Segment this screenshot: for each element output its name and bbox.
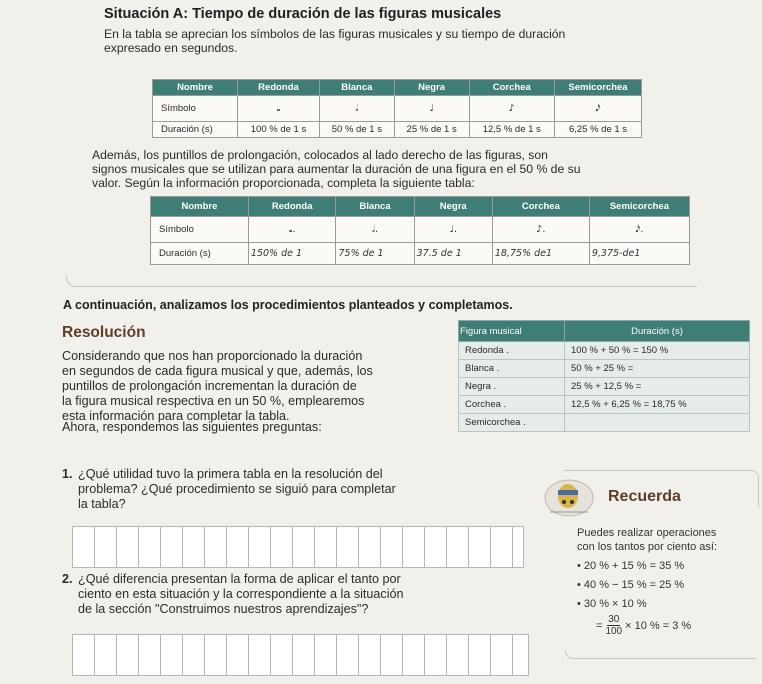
recuerda-item: • 30 % × 10 % — [577, 598, 647, 610]
row-label: Símbolo — [153, 96, 238, 122]
dur-cell: 12,5 % + 6,25 % = 18,75 % — [565, 396, 750, 414]
question-number: 1. — [62, 467, 73, 481]
recuerda-intro: Puedes realizar operaciones — [577, 527, 717, 539]
col-header: Redonda — [248, 197, 336, 217]
resolucion-line: la figura musical respectiva en un 50 %, emplearemos — [62, 394, 365, 408]
resolucion-line: en segundos de cada figura musical y que, además, los — [62, 364, 373, 378]
whole-note-icon: 𝅝 — [238, 96, 320, 122]
row-label: Duración (s) — [151, 243, 249, 265]
handwritten-answer: 9,375-de1 — [589, 243, 689, 265]
col-header: Nombre — [153, 80, 238, 96]
operation-text: 40 % − 15 % = 25 % — [583, 579, 685, 591]
question-line: de la sección "Construimos nuestros aprendizajes"? — [78, 602, 369, 616]
equals-sign: = — [596, 619, 603, 632]
col-header: Negra — [394, 80, 469, 96]
fig-cell: Blanca . — [459, 360, 565, 378]
recuerda-bottom-frame — [565, 650, 756, 659]
handwritten-answer: 37.5 de 1 — [414, 243, 492, 265]
fig-cell: Corchea . — [459, 396, 565, 414]
resolution-table — [458, 320, 750, 432]
dur-cell: 50 % + 25 % = — [565, 360, 750, 378]
operation-text: 30 % × 10 % — [583, 598, 647, 610]
fraction-denominator: 100 — [605, 626, 623, 637]
recuerda-title: Recuerda — [608, 488, 681, 505]
fraction-numerator: 30 — [608, 614, 620, 625]
fig-cell: Negra . — [459, 378, 565, 396]
fraction-expression — [596, 614, 691, 637]
fig-cell: Redonda . — [459, 342, 565, 360]
quarter-note-icon: ♩ — [394, 96, 469, 122]
recuerda-intro: con los tantos por ciento así: — [577, 541, 718, 553]
answer-area-1[interactable] — [72, 526, 524, 568]
handwritten-answer: 75% de 1 — [336, 243, 414, 265]
duration-cell: 12,5 % de 1 s — [469, 122, 555, 138]
ahora-text: Ahora, respondemos las siguientes preguntas: — [62, 420, 322, 434]
col-header: Blanca — [336, 197, 414, 217]
col-header: Nombre — [151, 197, 249, 217]
answer-area-2[interactable] — [72, 634, 529, 676]
col-header: Semicorchea — [555, 80, 642, 96]
col-header: Duración (s) — [565, 321, 750, 342]
col-header: Corchea — [492, 197, 589, 217]
recuerda-frame — [563, 470, 759, 507]
fig-cell: Semicorchea . — [459, 414, 565, 432]
duration-cell: 25 % de 1 s — [394, 122, 469, 138]
resolucion-line: puntillos de prolongación incrementan la duración de — [62, 379, 357, 393]
para2-line-1: Además, los puntillos de prolongación, colocados al lado derecho de las figuras, son — [92, 148, 548, 162]
fraction — [605, 614, 622, 637]
recuerda-item: • 20 % + 15 % = 35 % — [577, 560, 685, 572]
operation-text: 20 % + 15 % = 35 % — [583, 560, 685, 572]
col-header: Blanca — [319, 80, 394, 96]
dotted-whole-note-icon: 𝅝. — [248, 217, 336, 243]
para2-line-2: signos musicales que se utilizan para aumentar la duración de una figura en el 50 % de su — [92, 162, 581, 176]
duration-cell: 100 % de 1 s — [238, 122, 320, 138]
dur-cell: 25 % + 12,5 % = — [565, 378, 750, 396]
fraction-rest: × 10 % = 3 % — [625, 619, 692, 632]
duration-cell: 50 % de 1 s — [319, 122, 394, 138]
handwritten-answer: 18,75% de1 — [492, 243, 589, 265]
dur-cell: 100 % + 50 % = 150 % — [565, 342, 750, 360]
question-line: ¿Qué utilidad tuvo la primera tabla en la resolución del — [78, 467, 383, 481]
resolucion-title: Resolución — [62, 324, 146, 341]
col-header: Semicorchea — [589, 197, 689, 217]
question-line: problema? ¿Qué procedimiento se siguió para completar — [78, 482, 396, 496]
question-2 — [62, 572, 404, 617]
col-header: Redonda — [238, 80, 320, 96]
handwritten-answer: 150% de 1 — [248, 243, 336, 265]
col-header: Figura musical — [459, 321, 565, 342]
dotted-half-note-icon: 𝅗𝅥. — [336, 217, 414, 243]
row-label: Símbolo — [151, 217, 249, 243]
recuerda-item: • 40 % − 15 % = 25 % — [577, 579, 685, 591]
col-header: Negra — [414, 197, 492, 217]
intro-line-1: En la tabla se aprecian los símbolos de las figuras musicales y su tiempo de duración — [104, 27, 566, 41]
intro-line-2: expresado en segundos. — [104, 41, 238, 55]
section-title: Situación A: Tiempo de duración de las figuras musicales — [104, 6, 502, 22]
continuation-text: A continuación, analizamos los procedimientos planteados y completamos. — [63, 298, 513, 312]
dotted-eighth-note-icon: ♪. — [492, 217, 589, 243]
figures-table — [152, 79, 642, 138]
question-line: ciento en esta situación y la correspondiente a la situación — [78, 587, 404, 601]
col-header: Corchea — [469, 80, 555, 96]
frame-line — [66, 276, 697, 287]
resolucion-line: esta información para completar la tabla. — [62, 409, 290, 423]
question-number: 2. — [62, 572, 73, 586]
sixteenth-note-icon: 𝅘𝅥𝅯 — [555, 96, 642, 122]
dotted-quarter-note-icon: ♩. — [414, 217, 492, 243]
dur-cell — [565, 414, 750, 432]
half-note-icon: 𝅗𝅥 — [319, 96, 394, 122]
question-line: ¿Qué diferencia presentan la forma de aplicar el tanto por — [78, 572, 401, 586]
question-1 — [62, 467, 396, 512]
row-label: Duración (s) — [153, 122, 238, 138]
question-line: la tabla? — [78, 497, 126, 511]
para2-line-3: valor. Según la información proporcionada, completa la siguiente tabla: — [92, 176, 475, 190]
resolucion-line: Considerando que nos han proporcionado la duración — [62, 349, 363, 363]
dotted-sixteenth-note-icon: 𝅘𝅥𝅯. — [589, 217, 689, 243]
duration-cell: 6,25 % de 1 s — [555, 122, 642, 138]
eighth-note-icon: ♪ — [469, 96, 555, 122]
completion-table — [150, 196, 690, 265]
resolucion-text — [62, 349, 373, 424]
